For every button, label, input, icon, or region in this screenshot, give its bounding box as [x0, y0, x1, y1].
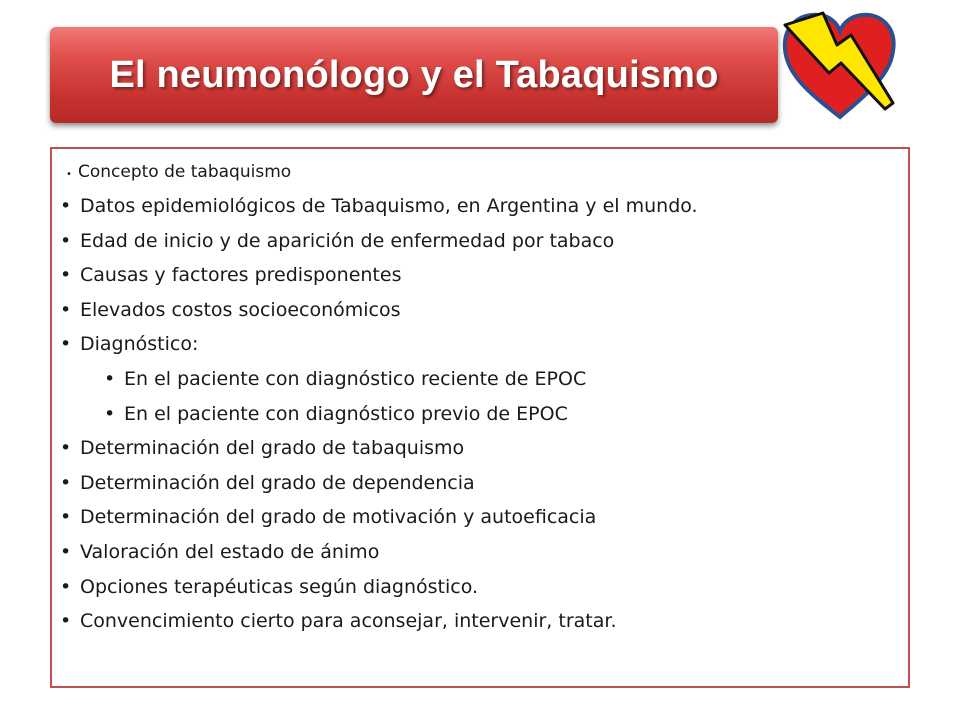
list-item-text: Edad de inicio y de aparición de enfermedad por tabaco [80, 229, 615, 252]
list-item [60, 189, 698, 224]
bullet-glyph: • [66, 169, 72, 180]
broken-heart-lightning-icon [775, 5, 905, 125]
topic-list [60, 155, 698, 639]
list-item [60, 604, 698, 639]
list-item-text: Causas y factores predisponentes [80, 264, 402, 287]
list-item-text: Determinación del grado de motivación y autoeficacia [80, 506, 597, 529]
list-item-text: Determinación del grado de tabaquismo [80, 437, 465, 460]
bullet-glyph: • [60, 229, 72, 252]
list-item [60, 155, 698, 189]
list-item-text: Convencimiento cierto para aconsejar, intervenir, tratar. [80, 610, 617, 633]
list-item-text: Concepto de tabaquismo [78, 162, 292, 182]
bullet-glyph: • [60, 610, 72, 633]
list-item [60, 293, 698, 328]
bullet-glyph: • [60, 333, 72, 356]
list-item [60, 431, 698, 466]
list-item-text: En el paciente con diagnóstico reciente de EPOC [124, 367, 587, 390]
list-item-text: Datos epidemiológicos de Tabaquismo, en Argentina y el mundo. [80, 195, 698, 217]
slide-title: El neumonólogo y el Tabaquismo [109, 53, 719, 96]
bullet-glyph: • [60, 575, 72, 598]
bullet-glyph: • [60, 437, 72, 460]
bullet-glyph: • [104, 402, 116, 425]
bullet-glyph: • [60, 471, 72, 494]
bullet-glyph: • [104, 367, 116, 390]
list-item-text: Determinación del grado de dependencia [80, 471, 475, 494]
bullet-glyph: • [60, 298, 72, 321]
list-item-text: Diagnóstico: [80, 333, 199, 356]
bullet-glyph: • [60, 540, 72, 563]
list-item-text: Opciones terapéuticas según diagnóstico. [80, 575, 479, 598]
bullet-glyph: • [60, 506, 72, 529]
list-item [60, 224, 698, 259]
bullet-glyph: • [60, 195, 72, 217]
sub-list-item [60, 362, 698, 397]
sub-list-item [60, 397, 698, 432]
list-item [60, 466, 698, 501]
title-banner [50, 27, 778, 123]
list-item [60, 327, 698, 362]
list-item-text: Valoración del estado de ánimo [80, 540, 380, 563]
list-item [60, 500, 698, 535]
list-item-text: Elevados costos socioeconómicos [80, 298, 401, 321]
list-item [60, 535, 698, 570]
list-item [60, 258, 698, 293]
list-item-text: En el paciente con diagnóstico previo de EPOC [124, 402, 568, 425]
list-item [60, 570, 698, 605]
bullet-glyph: • [60, 264, 72, 287]
